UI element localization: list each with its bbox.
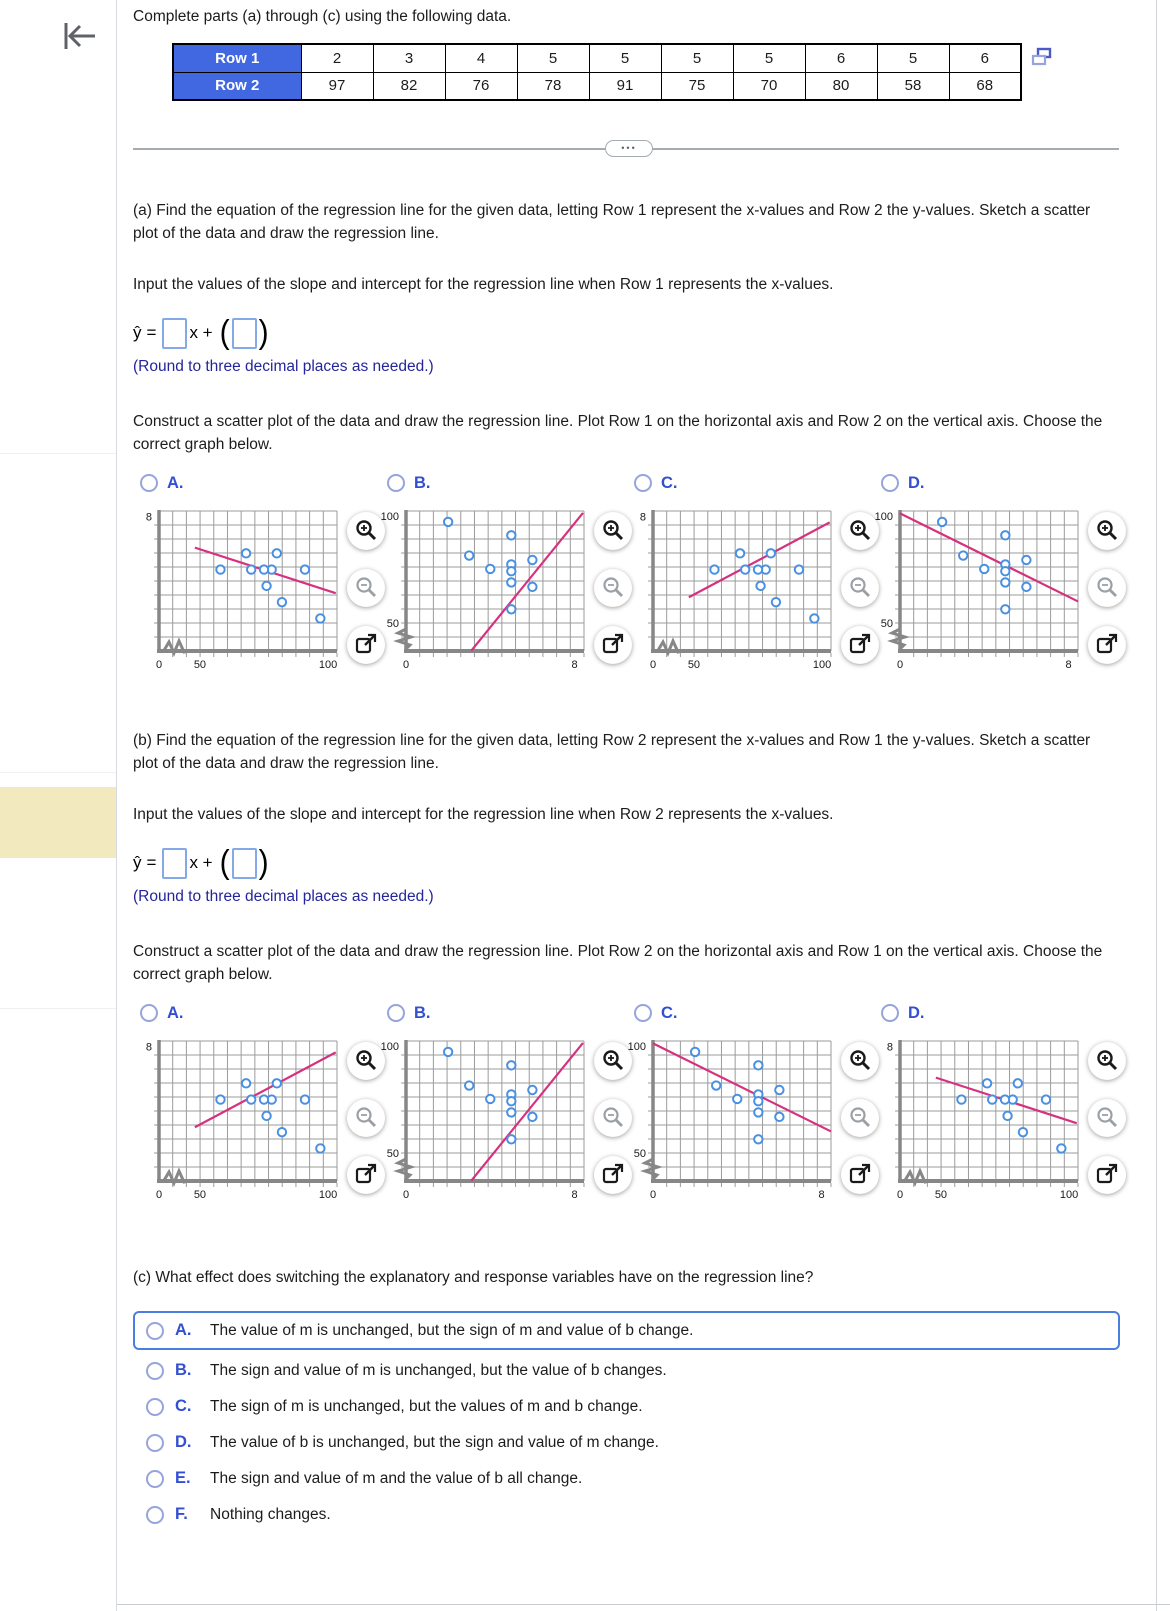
open-in-new-icon xyxy=(601,1162,625,1189)
graph-toolbar xyxy=(841,1042,874,1194)
graph-toolbar xyxy=(841,512,874,664)
part-c-option-f-radio[interactable] xyxy=(146,1506,164,1524)
window-right-border xyxy=(1156,0,1157,1611)
part-c-option-c xyxy=(146,1397,1125,1416)
option-letter: D. xyxy=(908,1003,925,1022)
close-paren: ) xyxy=(258,313,269,351)
part-b-option-d-radio[interactable] xyxy=(881,1004,899,1022)
part-c-option-e-radio[interactable] xyxy=(146,1470,164,1488)
zoom-in-icon xyxy=(354,518,378,545)
part-c-section xyxy=(133,1269,1125,1524)
part-a-graph-b xyxy=(380,506,592,683)
equals-symbol: = xyxy=(146,853,157,872)
x-plus-symbol: x + xyxy=(189,323,213,342)
part-b-input-prompt: Input the values of the slope and intercept for the regression line when Row 2 represents the x-values. xyxy=(133,806,834,823)
option-letter: B. xyxy=(414,473,431,492)
part-a-option-b-radio[interactable] xyxy=(387,474,405,492)
part-a-option-d-radio[interactable] xyxy=(881,474,899,492)
part-b-option-d xyxy=(874,1002,1121,1213)
sidebar-separator xyxy=(0,772,116,773)
part-b-option-a-radio[interactable] xyxy=(140,1004,158,1022)
zoom-out-icon xyxy=(848,575,872,602)
part-c-option-e xyxy=(146,1469,1125,1488)
option-text: The sign and value of m and the value of b all change. xyxy=(210,1469,583,1487)
svg-text:8: 8 xyxy=(145,1041,152,1054)
zoom-out-button[interactable] xyxy=(1088,569,1126,607)
open-in-new-button[interactable] xyxy=(1088,1156,1126,1194)
svg-text:100: 100 xyxy=(874,510,893,523)
cell: 5 xyxy=(589,44,661,72)
open-in-new-icon xyxy=(1095,1162,1119,1189)
svg-text:50: 50 xyxy=(193,1189,207,1201)
part-c-options xyxy=(133,1311,1125,1524)
exercise-prompt: Complete parts (a) through (c) using the following data. xyxy=(133,8,512,25)
part-b-description: (b) Find the equation of the regression line for the given data, letting Row 2 represent the x-values and Row 1 the y-values. Sketch a scatter plot of the data and draw the regression line. xyxy=(133,732,1091,772)
graph-toolbar xyxy=(1088,512,1121,664)
part-b-graph-a xyxy=(133,1036,345,1213)
cell: 70 xyxy=(733,72,805,100)
part-a-slope-input[interactable] xyxy=(162,318,187,349)
zoom-out-icon xyxy=(848,1105,872,1132)
open-in-new-button[interactable] xyxy=(594,1156,632,1194)
window-bottom-border xyxy=(117,1604,1170,1605)
ellipsis-icon: ••• xyxy=(621,143,637,153)
option-text: The sign of m is unchanged, but the values of m and b change. xyxy=(210,1397,643,1415)
open-paren: ( xyxy=(219,313,230,351)
part-a-graph-options xyxy=(133,472,1125,683)
svg-text:100: 100 xyxy=(380,510,399,523)
part-a-option-a-radio[interactable] xyxy=(140,474,158,492)
zoom-in-icon xyxy=(848,1048,872,1075)
part-b-option-b-radio[interactable] xyxy=(387,1004,405,1022)
svg-text:100: 100 xyxy=(380,1040,399,1053)
part-a-construct-prompt: Construct a scatter plot of the data and draw the regression line. Plot Row 1 on the horizontal axis and Row 2 on the vertical axis. Choose the correct graph below. xyxy=(133,413,1103,453)
part-c-option-b xyxy=(146,1361,1125,1380)
sidebar xyxy=(0,0,117,1611)
cell: 82 xyxy=(373,72,445,100)
option-letter: E. xyxy=(175,1469,191,1487)
part-b-option-b xyxy=(380,1002,627,1213)
zoom-out-button[interactable] xyxy=(594,569,632,607)
y-hat-symbol: ŷ xyxy=(133,853,142,872)
svg-text:8: 8 xyxy=(145,511,152,524)
open-in-new-button[interactable] xyxy=(1088,626,1126,664)
open-in-new-icon xyxy=(1095,632,1119,659)
zoom-out-button[interactable] xyxy=(1088,1099,1126,1137)
option-letter: D. xyxy=(175,1433,192,1451)
svg-text:0: 0 xyxy=(402,659,410,671)
zoom-out-icon xyxy=(1095,1105,1119,1132)
zoom-in-icon xyxy=(601,518,625,545)
part-a-section xyxy=(133,199,1125,683)
svg-text:100: 100 xyxy=(627,1040,646,1053)
part-a-graph-a xyxy=(133,506,345,683)
svg-text:100: 100 xyxy=(812,659,832,671)
option-letter: C. xyxy=(661,1003,678,1022)
part-c-option-a-highlight xyxy=(133,1311,1120,1350)
svg-text:8: 8 xyxy=(571,659,578,671)
part-b-graph-options xyxy=(133,1002,1125,1213)
svg-text:0: 0 xyxy=(896,1189,904,1201)
option-letter: A. xyxy=(175,1321,192,1339)
collapse-left-icon xyxy=(61,41,99,56)
open-paren: ( xyxy=(219,843,230,881)
option-text: The sign and value of m is unchanged, but the value of b changes. xyxy=(210,1361,667,1379)
svg-text:8: 8 xyxy=(1065,659,1072,671)
zoom-out-icon xyxy=(601,1105,625,1132)
zoom-out-icon xyxy=(354,575,378,602)
zoom-in-icon xyxy=(354,1048,378,1075)
open-in-new-button[interactable] xyxy=(841,626,879,664)
cell: 80 xyxy=(805,72,877,100)
y-hat-symbol: ŷ xyxy=(133,323,142,342)
part-a-option-c-radio[interactable] xyxy=(634,474,652,492)
table-row xyxy=(173,44,1021,72)
part-a-equation xyxy=(133,314,1125,352)
zoom-out-button[interactable] xyxy=(594,1099,632,1137)
part-c-question: (c) What effect does switching the explanatory and response variables have on the regression line? xyxy=(133,1269,814,1286)
row2-header: Row 2 xyxy=(173,72,301,100)
part-a-intercept-input[interactable] xyxy=(232,318,257,349)
zoom-out-button[interactable] xyxy=(841,569,879,607)
option-letter: B. xyxy=(414,1003,431,1022)
zoom-in-button[interactable] xyxy=(841,1042,879,1080)
part-c-option-a-radio[interactable] xyxy=(146,1322,164,1340)
open-in-new-button[interactable] xyxy=(347,626,385,664)
data-table-wrap xyxy=(172,43,1072,101)
cell: 5 xyxy=(877,44,949,72)
cell: 58 xyxy=(877,72,949,100)
part-c-option-b-radio[interactable] xyxy=(146,1362,164,1380)
part-b-option-c-radio[interactable] xyxy=(634,1004,652,1022)
sidebar-separator xyxy=(0,453,116,454)
option-text: The value of b is unchanged, but the sign and value of m change. xyxy=(210,1433,659,1451)
svg-text:0: 0 xyxy=(649,1189,657,1201)
part-b-graph-d xyxy=(874,1036,1086,1213)
part-b-option-a xyxy=(133,1002,380,1213)
data-table xyxy=(172,43,1022,101)
zoom-in-icon xyxy=(848,518,872,545)
zoom-out-button[interactable] xyxy=(841,1099,879,1137)
zoom-in-button[interactable] xyxy=(594,512,632,550)
zoom-in-icon xyxy=(1095,1048,1119,1075)
part-c-option-c-radio[interactable] xyxy=(146,1398,164,1416)
svg-text:8: 8 xyxy=(886,1041,893,1054)
svg-text:50: 50 xyxy=(633,1148,646,1160)
svg-text:0: 0 xyxy=(402,1189,410,1201)
zoom-out-icon xyxy=(1095,575,1119,602)
collapse-sidebar-button[interactable] xyxy=(60,18,100,56)
zoom-in-icon xyxy=(1095,518,1119,545)
cell: 91 xyxy=(589,72,661,100)
section-divider xyxy=(133,139,1125,159)
divider-ellipsis-button[interactable] xyxy=(605,140,653,157)
copy-icon xyxy=(1031,55,1053,70)
open-in-new-icon xyxy=(848,632,872,659)
part-a-round-note: (Round to three decimal places as needed.) xyxy=(133,358,434,375)
cell: 97 xyxy=(301,72,373,100)
option-text: Nothing changes. xyxy=(210,1505,331,1523)
part-b-equation xyxy=(133,844,1125,882)
svg-text:0: 0 xyxy=(155,659,163,671)
part-b-section xyxy=(133,729,1125,1213)
svg-text:8: 8 xyxy=(639,511,646,524)
part-c-option-d xyxy=(146,1433,1125,1452)
cell: 68 xyxy=(949,72,1021,100)
zoom-in-button[interactable] xyxy=(841,512,879,550)
open-in-new-icon xyxy=(601,632,625,659)
equals-symbol: = xyxy=(146,323,157,342)
part-a-option-c xyxy=(627,472,874,683)
part-b-intercept-input[interactable] xyxy=(232,848,257,879)
part-b-slope-input[interactable] xyxy=(162,848,187,879)
part-b-construct-prompt: Construct a scatter plot of the data and draw the regression line. Plot Row 2 on the horizontal axis and Row 1 on the vertical axis. Choose the correct graph below. xyxy=(133,943,1103,983)
sidebar-highlight-panel xyxy=(0,787,116,858)
svg-text:8: 8 xyxy=(818,1189,825,1201)
zoom-out-icon xyxy=(354,1105,378,1132)
graph-toolbar xyxy=(347,1042,380,1194)
zoom-in-button[interactable] xyxy=(1088,1042,1126,1080)
row1-header: Row 1 xyxy=(173,44,301,72)
part-a-option-d xyxy=(874,472,1121,683)
cell: 76 xyxy=(445,72,517,100)
cell: 6 xyxy=(805,44,877,72)
part-a-graph-d xyxy=(874,506,1086,683)
graph-toolbar xyxy=(594,512,627,664)
option-letter: A. xyxy=(167,473,184,492)
option-text: The value of m is unchanged, but the sign of m and value of b change. xyxy=(210,1321,694,1339)
svg-text:100: 100 xyxy=(1059,1189,1079,1201)
open-in-new-button[interactable] xyxy=(347,1156,385,1194)
zoom-in-icon xyxy=(601,1048,625,1075)
part-c-option-d-radio[interactable] xyxy=(146,1434,164,1452)
part-b-graph-c xyxy=(627,1036,839,1213)
cell: 5 xyxy=(661,44,733,72)
part-c-option-f xyxy=(146,1505,1125,1524)
zoom-in-button[interactable] xyxy=(347,1042,385,1080)
part-b-graph-b xyxy=(380,1036,592,1213)
copy-table-button[interactable] xyxy=(1030,47,1054,69)
cell: 5 xyxy=(517,44,589,72)
option-letter: C. xyxy=(175,1397,192,1415)
svg-text:50: 50 xyxy=(386,1148,399,1160)
svg-text:0: 0 xyxy=(649,659,657,671)
zoom-out-button[interactable] xyxy=(347,569,385,607)
svg-text:100: 100 xyxy=(318,659,338,671)
part-a-graph-c xyxy=(627,506,839,683)
option-letter: C. xyxy=(661,473,678,492)
open-in-new-button[interactable] xyxy=(841,1156,879,1194)
cell: 2 xyxy=(301,44,373,72)
svg-text:8: 8 xyxy=(571,1189,578,1201)
cell: 6 xyxy=(949,44,1021,72)
part-b-round-note: (Round to three decimal places as needed.) xyxy=(133,888,434,905)
svg-text:0: 0 xyxy=(896,659,904,671)
option-letter: D. xyxy=(908,473,925,492)
cell: 75 xyxy=(661,72,733,100)
zoom-in-button[interactable] xyxy=(347,512,385,550)
svg-text:50: 50 xyxy=(880,618,893,630)
option-letter: B. xyxy=(175,1361,192,1379)
graph-toolbar xyxy=(1088,1042,1121,1194)
part-a-input-prompt: Input the values of the slope and intercept for the regression line when Row 1 represents the x-values. xyxy=(133,276,834,293)
option-letter: A. xyxy=(167,1003,184,1022)
zoom-out-button[interactable] xyxy=(347,1099,385,1137)
part-a-option-b xyxy=(380,472,627,683)
table-row xyxy=(173,72,1021,100)
open-in-new-icon xyxy=(848,1162,872,1189)
svg-text:50: 50 xyxy=(934,1189,948,1201)
graph-toolbar xyxy=(347,512,380,664)
graph-toolbar xyxy=(594,1042,627,1194)
cell: 4 xyxy=(445,44,517,72)
zoom-in-button[interactable] xyxy=(1088,512,1126,550)
open-in-new-button[interactable] xyxy=(594,626,632,664)
open-in-new-icon xyxy=(354,632,378,659)
svg-text:50: 50 xyxy=(687,659,701,671)
cell: 3 xyxy=(373,44,445,72)
close-paren: ) xyxy=(258,843,269,881)
cell: 5 xyxy=(733,44,805,72)
open-in-new-icon xyxy=(354,1162,378,1189)
option-letter: F. xyxy=(175,1505,188,1523)
svg-text:0: 0 xyxy=(155,1189,163,1201)
x-plus-symbol: x + xyxy=(189,853,213,872)
part-b-option-c xyxy=(627,1002,874,1213)
zoom-out-icon xyxy=(601,575,625,602)
svg-text:50: 50 xyxy=(386,618,399,630)
zoom-in-button[interactable] xyxy=(594,1042,632,1080)
svg-text:50: 50 xyxy=(193,659,207,671)
svg-text:100: 100 xyxy=(318,1189,338,1201)
cell: 78 xyxy=(517,72,589,100)
sidebar-separator xyxy=(0,1008,116,1009)
part-a-description: (a) Find the equation of the regression line for the given data, letting Row 1 represent the x-values and Row 2 the y-values. Sketch a scatter plot of the data and draw the regression line. xyxy=(133,202,1091,242)
question-panel xyxy=(133,0,1125,1541)
part-a-option-a xyxy=(133,472,380,683)
